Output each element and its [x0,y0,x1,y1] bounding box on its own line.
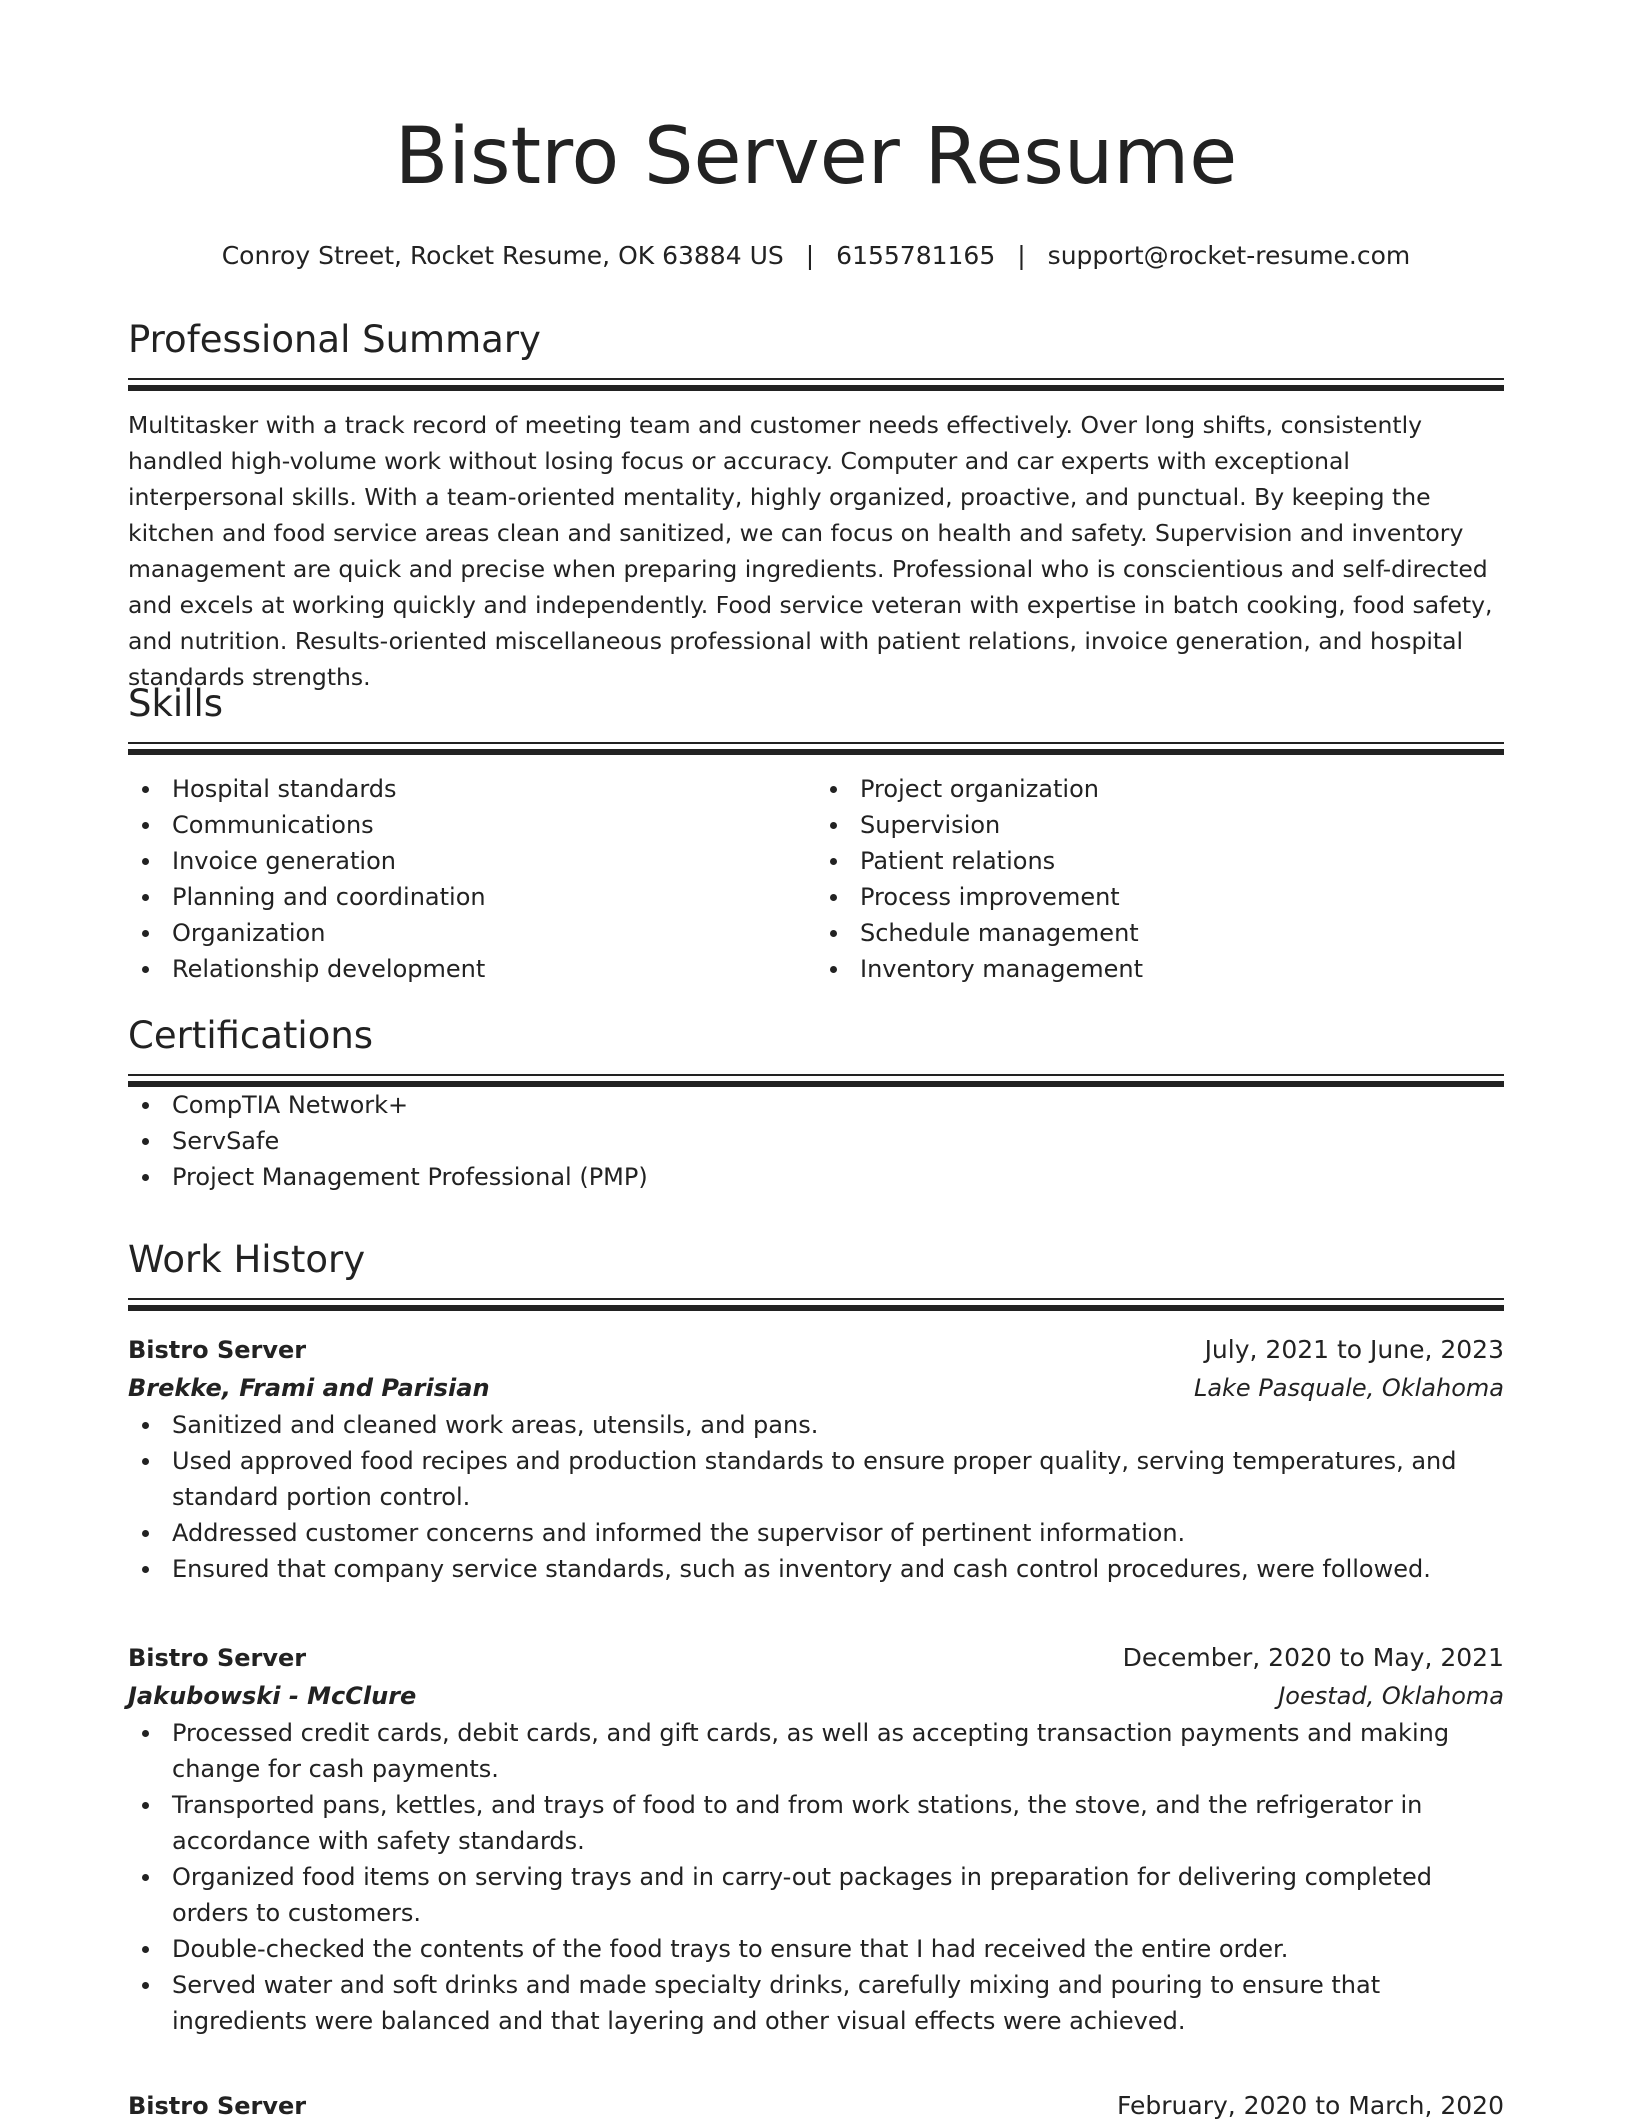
resume-title: Bistro Server Resume [394,112,1238,202]
certifications-list [128,1087,1504,1195]
job-subheader-row [128,1369,1504,1407]
job-duty: Double-checked the contents of the food trays to ensure that I had received the entire order. [128,1931,1504,1967]
job-duty: Processed credit cards, debit cards, and gift cards, as well as accepting transaction payments and making change for cash payments. [128,1715,1504,1787]
job-duty: Ensured that company service standards, such as inventory and cash control procedures, were followed. [128,1551,1504,1587]
skill-item: Process improvement [816,879,1504,915]
summary-text: Multitasker with a track record of meeting team and customer needs effectively. Over long shifts, consistently handled high-volume work without losing focus or accuracy. Computer and car experts with exceptional interpersonal skills. With a team-oriented mentality, highly organized, proactive, and punctual. By keeping the kitchen and food service areas clean and sanitized, we can focus on health and safety. Supervision and inventory management are quick and precise when preparing ingredients. Professional who is conscientious and self-directed and excels at working quickly and independently. Food service veteran with expertise in batch cooking, food safety, and nutrition. Results-oriented miscellaneous professional with patient relations, invoice generation, and hospital standards strengths. [128,411,1493,691]
job-duty: Addressed customer concerns and informed the supervisor of pertinent information. [128,1515,1504,1551]
job-entry [128,1639,1504,2039]
skills-column-left [128,771,816,987]
skill-item: Project organization [816,771,1504,807]
job-duty: Organized food items on serving trays and in carry-out packages in preparation for delivering completed orders to customers. [128,1859,1504,1931]
skills-heading: Skills [128,682,224,725]
skills-column-right [816,771,1504,987]
skill-item: Relationship development [128,951,816,987]
section-divider [128,1298,1504,1300]
job-entry [128,1331,1504,1587]
skill-item: Inventory management [816,951,1504,987]
job-duty: Used approved food recipes and production standards to ensure proper quality, serving temperatures, and standard portion control. [128,1443,1504,1515]
skills-list [816,771,1504,987]
job-duties-list [128,1715,1504,2039]
skills-list [128,771,816,987]
job-dates: February, 2020 to March, 2020 [1116,2091,1504,2120]
skills-grid [128,771,1504,987]
skill-item: Planning and coordination [128,879,816,915]
contact-address: Conroy Street, Rocket Resume, OK 63884 US [221,241,784,270]
job-company: Jakubowski - McClure [128,1682,417,1710]
job-duty: Transported pans, kettles, and trays of food to and from work stations, the stove, and the refrigerator in accordance with safety standards. [128,1787,1504,1859]
skill-item: Organization [128,915,816,951]
job-duty: Sanitized and cleaned work areas, utensils, and pans. [128,1407,1504,1443]
section-divider [128,742,1504,744]
contact-phone: 6155781165 [836,241,996,270]
job-title: Bistro Server [128,1644,307,1672]
section-divider [128,1074,1504,1076]
job-title: Bistro Server [128,2092,307,2120]
skill-item: Hospital standards [128,771,816,807]
contact-email: support@rocket-resume.com [1047,241,1411,270]
contact-separator: | [1017,241,1026,270]
work-history-section [128,1238,1504,1311]
section-divider [128,385,1504,391]
certifications-heading: Certifications [128,1014,374,1057]
certifications-section [128,1014,1504,1195]
certification-item: CompTIA Network+ [128,1087,1504,1123]
job-header-row [128,1331,1504,1369]
skill-item: Supervision [816,807,1504,843]
skill-item: Communications [128,807,816,843]
job-location: Lake Pasquale, Oklahoma [1193,1374,1504,1402]
job-company: Brekke, Frami and Parisian [128,1374,490,1402]
skills-section [128,682,1504,987]
section-divider [128,1305,1504,1311]
skill-item: Schedule management [816,915,1504,951]
summary-heading: Professional Summary [128,318,541,361]
section-divider [128,378,1504,380]
section-divider [128,749,1504,755]
summary-section [128,318,1504,695]
certification-item: ServSafe [128,1123,1504,1159]
job-location: Joestad, Oklahoma [1278,1682,1504,1710]
job-duties-list [128,1407,1504,1587]
job-duty: Served water and soft drinks and made specialty drinks, carefully mixing and pouring to ensure that ingredients were balanced and that layering and other visual effects were achieved. [128,1967,1504,2039]
certification-item: Project Management Professional (PMP) [128,1159,1504,1195]
skill-item: Invoice generation [128,843,816,879]
skill-item: Patient relations [816,843,1504,879]
job-entry [128,2087,1504,2125]
job-dates: July, 2021 to June, 2023 [1204,1335,1504,1364]
work-history-heading: Work History [128,1238,366,1281]
job-dates: December, 2020 to May, 2021 [1122,1643,1504,1672]
job-subheader-row [128,1677,1504,1715]
job-title: Bistro Server [128,1336,307,1364]
contact-line [128,240,1504,272]
job-header-row [128,1639,1504,1677]
contact-separator: | [805,241,815,270]
job-header-row [128,2087,1504,2125]
